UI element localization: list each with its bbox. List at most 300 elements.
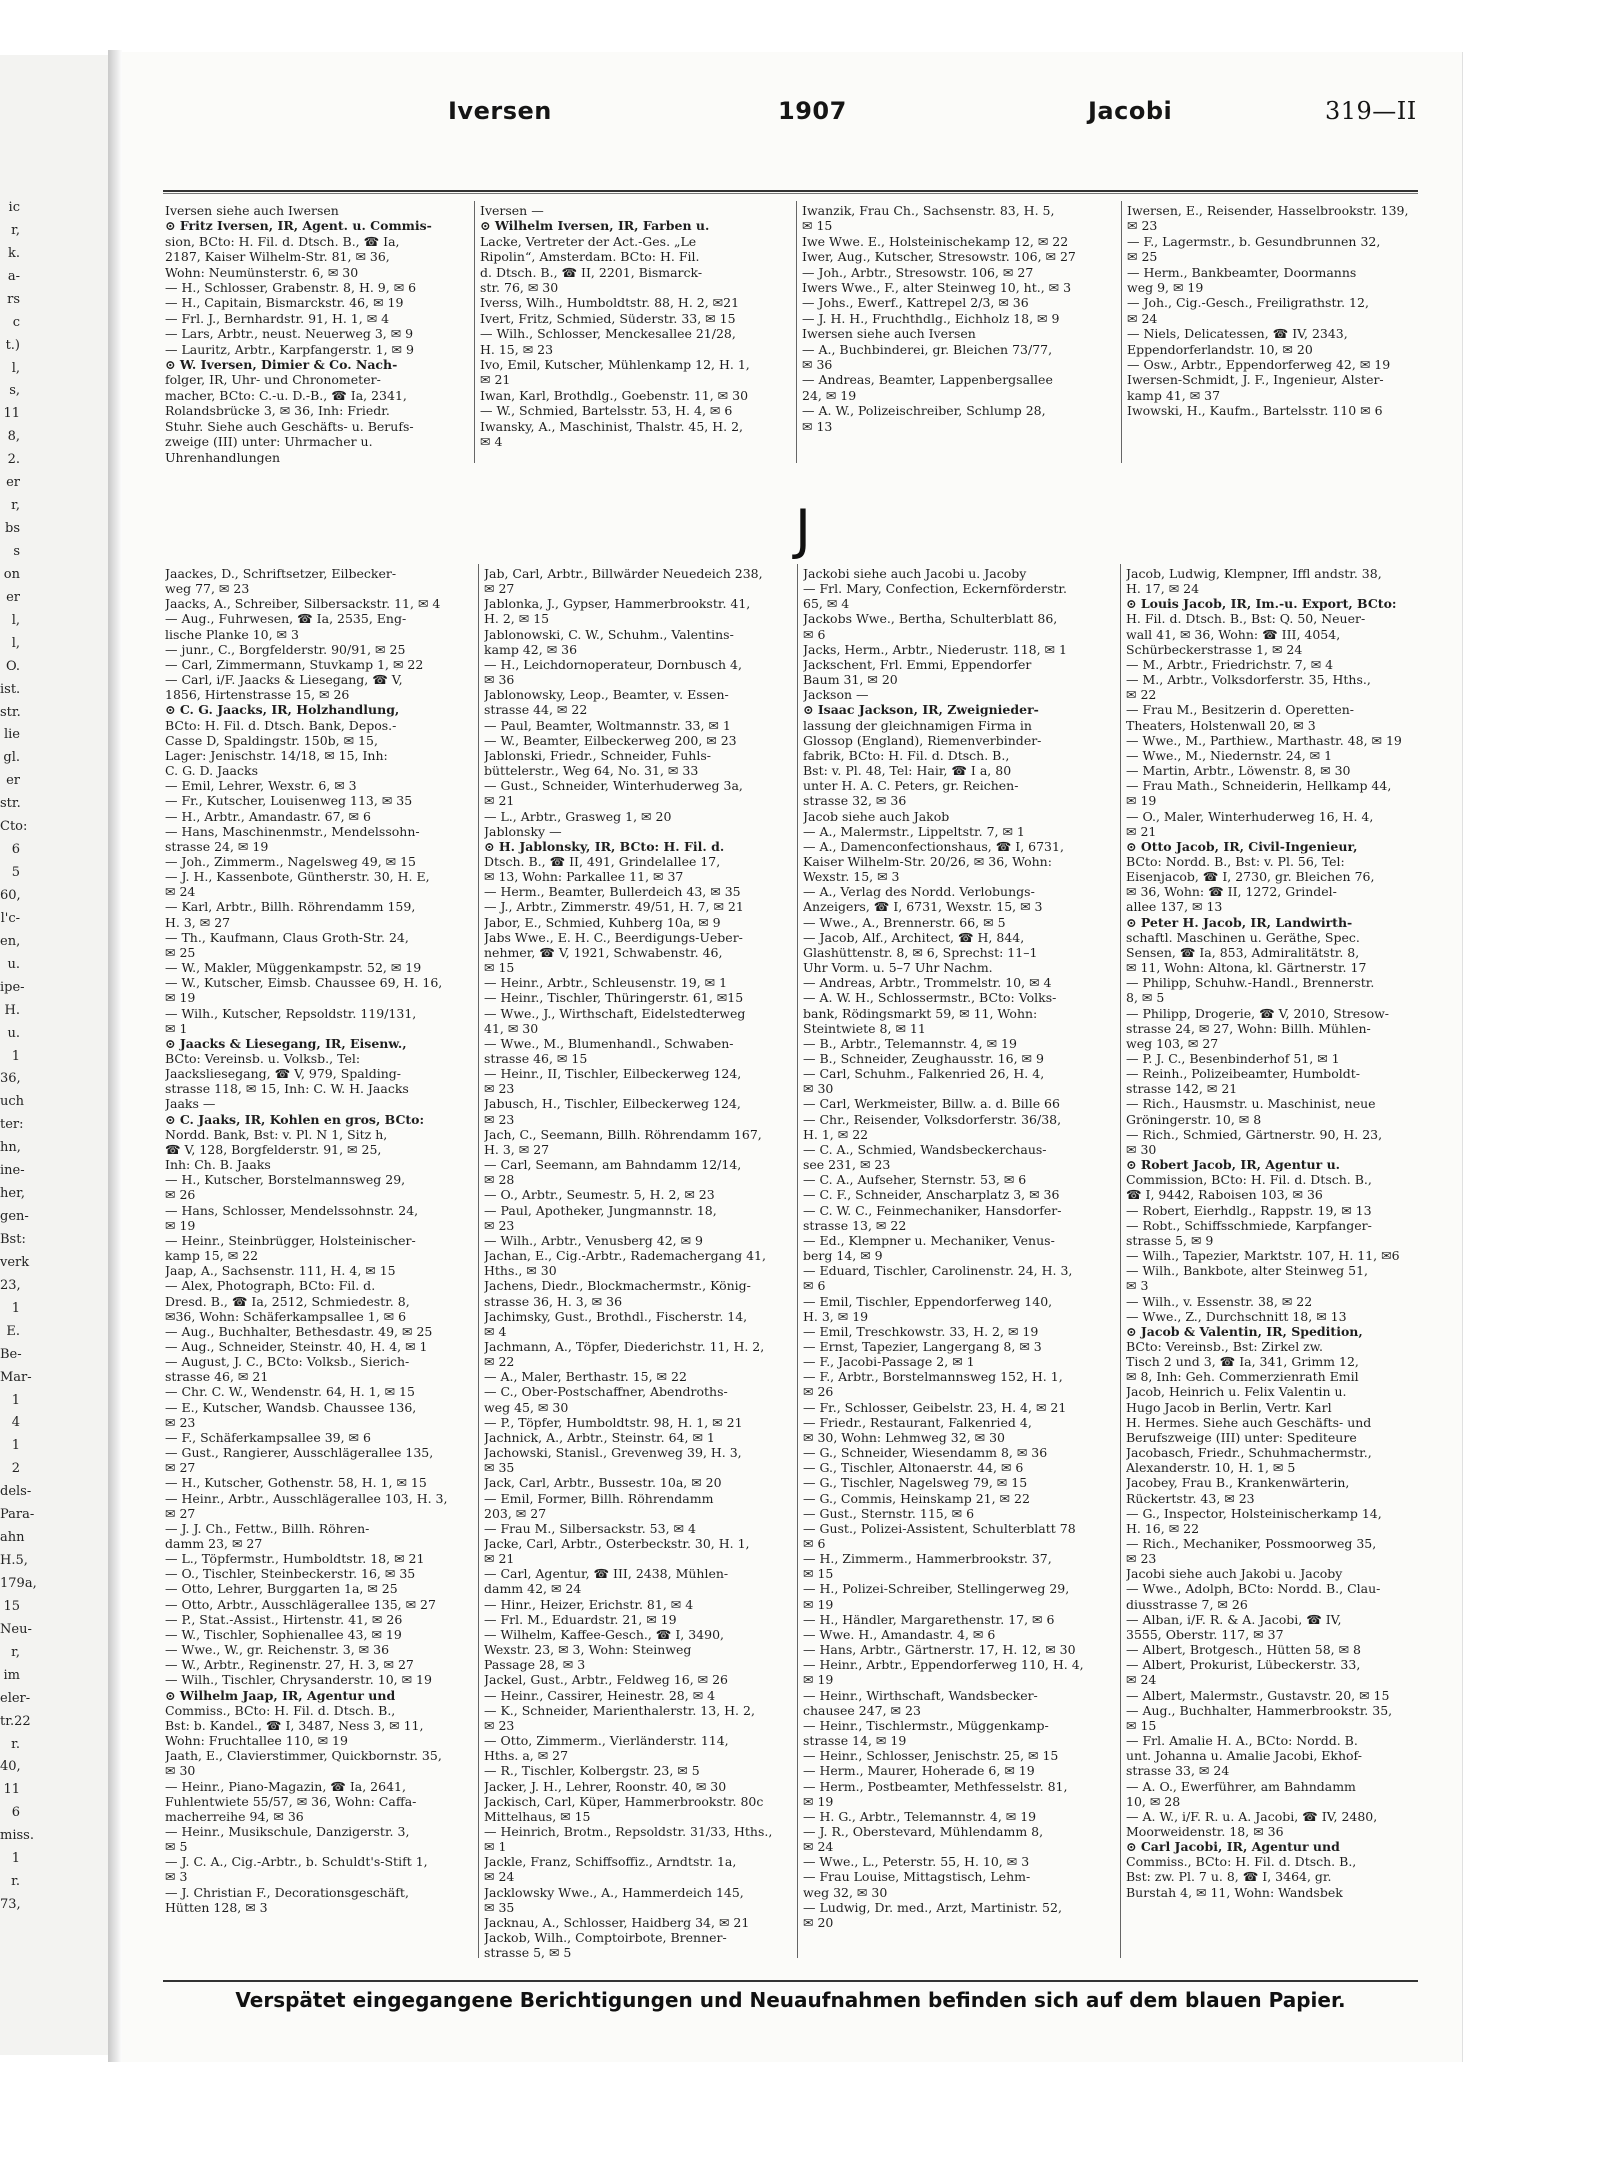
entry-line: ✉ 6 bbox=[803, 626, 826, 642]
entry-line: 41, ✉ 30 bbox=[484, 1020, 539, 1036]
entry-line: ✉ 5 bbox=[165, 1839, 188, 1855]
previous-page-text-fragment: en, bbox=[0, 933, 21, 949]
entry-line: — W., Kutscher, Eimsb. Chaussee 69, H. 16, bbox=[165, 975, 443, 991]
entry-line: — Albert, Prokurist, Lübeckerstr. 33, bbox=[1126, 1657, 1361, 1673]
entry-line: — Rich., Hausmstr. u. Maschinist, neue bbox=[1126, 1096, 1376, 1112]
entry-line: ✉ 3 bbox=[165, 1869, 188, 1885]
entry-line: lische Planke 10, ✉ 3 bbox=[165, 626, 299, 642]
entry-line: — W., Arbtr., Reginenstr. 27, H. 3, ✉ 27 bbox=[165, 1657, 414, 1673]
entry-line: — K., Schneider, Marienthalerstr. 13, H. 2, bbox=[484, 1702, 755, 1718]
header-rule-thin bbox=[163, 193, 1418, 194]
entry-line: — Carl, Seemann, am Bahndamm 12/14, bbox=[484, 1157, 742, 1173]
entry-line: ✉ 24 bbox=[484, 1869, 515, 1885]
entry-line: Jablonowsky, Leop., Beamter, v. Essen- bbox=[484, 687, 729, 703]
entry-line: ✉ 26 bbox=[803, 1384, 834, 1400]
previous-page-text-fragment: r. bbox=[11, 1874, 20, 1890]
entry-line: — Johs., Ewerf., Kattrepel 2/3, ✉ 36 bbox=[802, 295, 1029, 311]
entry-line: BCto: Vereinsb. u. Volksb., Tel: bbox=[165, 1051, 361, 1066]
entry-line: — Reinh., Polizeibeamter, Humboldt- bbox=[1126, 1066, 1360, 1082]
footer-rule bbox=[163, 1980, 1418, 1982]
entry-line: — Niels, Delicatessen, ☎ IV, 2343, bbox=[1127, 326, 1348, 342]
entry-line: schaftl. Maschinen u. Geräthe, Spec. bbox=[1126, 929, 1360, 945]
entry-line: ✉ 27 bbox=[165, 1505, 196, 1521]
entry-line: — Gust., Rangierer, Ausschlägerallee 135, bbox=[165, 1445, 434, 1461]
entry-line: ✉ 19 bbox=[803, 1793, 834, 1809]
entry-line: Ivert, Fritz, Schmied, Süderstr. 33, ✉ 15 bbox=[480, 310, 736, 326]
entry-line: see 231, ✉ 23 bbox=[803, 1157, 891, 1173]
entry-line: ✉ 21 bbox=[484, 793, 515, 809]
entry-line: strasse 14, ✉ 19 bbox=[803, 1733, 907, 1749]
entry-line: — G., Tischler, Altonaerstr. 44, ✉ 6 bbox=[803, 1460, 1024, 1476]
entry-line: — Wwe., Z., Durchschnitt 18, ✉ 13 bbox=[1126, 1308, 1347, 1324]
entry-line: Jaacks, A., Schreiber, Silbersackstr. 11, ✉ 4 bbox=[165, 596, 441, 612]
entry-line: — Heinr., Wirthschaft, Wandsbecker- bbox=[803, 1687, 1038, 1703]
entry-line: Fuhlentwiete 55/57, ✉ 36, Wohn: Caffa- bbox=[165, 1793, 417, 1809]
entry-line: ✉ 25 bbox=[1127, 249, 1158, 265]
entry-line: ✉ 19 bbox=[803, 1596, 834, 1612]
previous-page-text-fragment: l, bbox=[11, 635, 20, 651]
entry-line: ⊙ Wilhelm Iversen, IR, Farben u. bbox=[480, 218, 710, 234]
entry-line: Berufszweige (III) unter: Spediteure bbox=[1126, 1429, 1357, 1445]
entry-line: ✉ 24 bbox=[803, 1839, 834, 1855]
entry-line: ✉ 15 bbox=[1126, 1717, 1157, 1733]
entry-line: — F., Arbtr., Borstelmannsweg 152, H. 1, bbox=[803, 1369, 1063, 1385]
entry-line: — Carl, Agentur, ☎ III, 2438, Mühlen- bbox=[484, 1566, 729, 1582]
entry-line: — H., Polizei-Schreiber, Stellingerweg 29, bbox=[803, 1581, 1070, 1597]
entry-line: — Frau M., Besitzerin d. Operetten- bbox=[1126, 702, 1355, 718]
upper-column-divider bbox=[474, 201, 475, 463]
entry-line: Nordd. Bank, Bst: v. Pl. N 1, Sitz h, bbox=[165, 1126, 388, 1142]
footer-notice: Verspätet eingegangene Berichtigungen und Neuaufnahmen befinden sich auf dem blauen Papier. bbox=[235, 1988, 1346, 2012]
previous-page-text-fragment: 36, bbox=[0, 1071, 21, 1087]
entry-line: — Albert, Brotgesch., Hütten 58, ✉ 8 bbox=[1126, 1642, 1362, 1658]
entry-line: ⊙ C. G. Jaacks, IR, Holzhandlung, bbox=[165, 702, 400, 718]
previous-page-text-fragment: ipe- bbox=[0, 979, 25, 995]
entry-line: ⊙ Jacob & Valentin, IR, Spedition, bbox=[1126, 1323, 1363, 1339]
entry-line: — Andreas, Beamter, Lappenbergsallee bbox=[802, 372, 1053, 388]
entry-line: — Emil, Tischler, Eppendorferweg 140, bbox=[803, 1293, 1053, 1309]
entry-line: — Gust., Sternstr. 115, ✉ 6 bbox=[803, 1505, 975, 1521]
entry-line: Wexstr. 15, ✉ 3 bbox=[803, 869, 900, 885]
entry-line: Jackel, Gust., Arbtr., Feldweg 16, ✉ 26 bbox=[484, 1672, 728, 1688]
entry-line: 24, ✉ 19 bbox=[802, 387, 857, 403]
entry-line: Jablonka, J., Gypser, Hammerbrookstr. 41, bbox=[484, 596, 751, 612]
entry-line: Inh: Ch. B. Jaaks bbox=[165, 1157, 271, 1173]
entry-line: strasse 13, ✉ 22 bbox=[803, 1217, 907, 1233]
previous-page-text-fragment: 179a, bbox=[0, 1576, 37, 1591]
entry-line: — H., Zimmerm., Hammerbrookstr. 37, bbox=[803, 1551, 1052, 1567]
entry-line: weg 32, ✉ 30 bbox=[803, 1884, 888, 1900]
entry-line: — G., Tischler, Nagelsweg 79, ✉ 15 bbox=[803, 1475, 1028, 1491]
entry-line: ⊙ Isaac Jackson, IR, Zweignieder- bbox=[803, 702, 1039, 718]
entry-line: — B., Arbtr., Telemannstr. 4, ✉ 19 bbox=[803, 1035, 1017, 1051]
entry-line: Jackob, Wilh., Comptoirbote, Brenner- bbox=[484, 1930, 727, 1946]
entry-line: Passage 28, ✉ 3 bbox=[484, 1657, 586, 1673]
entry-line: — Wwe., M., Blumenhandl., Schwaben- bbox=[484, 1035, 734, 1051]
entry-line: — C. W. C., Feinmechaniker, Hansdorfer- bbox=[803, 1202, 1062, 1218]
entry-line: macher, BCto: C.-u. D.-B., ☎ Ia, 2341, bbox=[165, 387, 407, 403]
previous-page-text-fragment: u. bbox=[7, 1025, 20, 1041]
entry-line: Wohn: Fruchtallee 110, ✉ 19 bbox=[165, 1733, 348, 1749]
entry-line: diusstrasse 7, ✉ 26 bbox=[1126, 1596, 1248, 1612]
entry-line: ✉ 36 bbox=[802, 357, 833, 373]
entry-line: — Alex, Photograph, BCto: Fil. d. bbox=[165, 1278, 376, 1294]
entry-line: — Heinr., Steinbrügger, Holsteinischer- bbox=[165, 1232, 416, 1248]
entry-line: strasse 24, ✉ 27, Wohn: Billh. Mühlen- bbox=[1126, 1020, 1371, 1036]
entry-line: lassung der gleichnamigen Firma in bbox=[803, 717, 1032, 733]
previous-page-text-fragment: hn, bbox=[0, 1140, 21, 1156]
entry-line: — Otto, Zimmerm., Vierländerstr. 114, bbox=[484, 1733, 729, 1749]
entry-line: Hths., ✉ 30 bbox=[484, 1263, 557, 1279]
entry-line: — G., Commis, Heinskamp 21, ✉ 22 bbox=[803, 1490, 1030, 1506]
entry-line: — H. G., Arbtr., Telemannstr. 4, ✉ 19 bbox=[803, 1808, 1037, 1824]
entry-line: kamp 42, ✉ 36 bbox=[484, 641, 578, 657]
upper-column-2 bbox=[480, 203, 795, 450]
entry-line: Alexanderstr. 10, H. 1, ✉ 5 bbox=[1126, 1460, 1296, 1476]
previous-page-text-fragment: 73, bbox=[0, 1897, 21, 1913]
entry-line: Jacob siehe auch Jakob bbox=[803, 808, 950, 824]
entry-line: — Rich., Mechaniker, Possmoorweg 35, bbox=[1126, 1536, 1377, 1551]
entry-line: H. 3, ✉ 27 bbox=[484, 1141, 550, 1157]
previous-page-text-fragment: gen- bbox=[0, 1209, 29, 1225]
entry-line: — H., Capitain, Bismarckstr. 46, ✉ 19 bbox=[165, 295, 404, 311]
entry-line: wall 41, ✉ 36, Wohn: ☎ III, 4054, bbox=[1126, 626, 1341, 642]
entry-line: ✉36, Wohn: Schäferkampsallee 1, ✉ 6 bbox=[165, 1308, 407, 1324]
entry-line: — J. J. Ch., Fettw., Billh. Röhren- bbox=[165, 1520, 370, 1536]
entry-line: Jackobi siehe auch Jacobi u. Jacoby bbox=[803, 566, 1027, 581]
entry-line: — Th., Kaufmann, Claus Groth-Str. 24, bbox=[165, 929, 409, 945]
entry-line: Rolandsbrücke 3, ✉ 36, Inh: Friedr. bbox=[165, 403, 390, 419]
previous-page-text-fragment: ic bbox=[8, 200, 20, 215]
entry-line: — Chr. C. W., Wendenstr. 64, H. 1, ✉ 15 bbox=[165, 1384, 415, 1400]
previous-page-text-fragment: 1 bbox=[11, 1392, 20, 1408]
entry-line: sion, BCto: H. Fil. d. Dtsch. B., ☎ Ia, bbox=[165, 233, 400, 249]
entry-line: — P. J. C., Besenbinderhof 51, ✉ 1 bbox=[1126, 1051, 1340, 1066]
entry-line: — Lauritz, Arbtr., Karpfangerstr. 1, ✉ 9 bbox=[165, 341, 414, 357]
entry-line: Jabusch, H., Tischler, Eilbeckerweg 124, bbox=[484, 1096, 741, 1112]
entry-line: H. Hermes. Siehe auch Geschäfts- und bbox=[1126, 1414, 1372, 1430]
entry-line: Jackschent, Frl. Emmi, Eppendorfer bbox=[803, 656, 1032, 672]
entry-line: — F., Schäferkampsallee 39, ✉ 6 bbox=[165, 1429, 371, 1445]
entry-line: zweige (III) unter: Uhrmacher u. bbox=[165, 434, 373, 450]
previous-page-text-fragment: ine- bbox=[0, 1163, 25, 1179]
entry-line: Bst: b. Kandel., ☎ I, 3487, Ness 3, ✉ 11, bbox=[165, 1717, 424, 1733]
previous-page-text-fragment: 23, bbox=[0, 1277, 21, 1293]
entry-line: Jachowski, Stanisl., Grevenweg 39, H. 3, bbox=[484, 1445, 742, 1461]
entry-line: — Otto, Lehrer, Burggarten 1a, ✉ 25 bbox=[165, 1581, 398, 1597]
entry-line: Hugo Jacob in Berlin, Vertr. Karl bbox=[1126, 1399, 1332, 1415]
previous-page-text-fragment: k. bbox=[7, 245, 20, 261]
entry-line: strasse 36, H. 3, ✉ 36 bbox=[484, 1293, 623, 1309]
entry-line: BCto: H. Fil. d. Dtsch. Bank, Depos.- bbox=[165, 717, 397, 733]
entry-line: — Aug., Fuhrwesen, ☎ Ia, 2535, Eng- bbox=[165, 611, 407, 627]
lower-column-3 bbox=[803, 566, 1119, 1930]
entry-line: — J. H., Kassenbote, Güntherstr. 30, H. E, bbox=[165, 869, 430, 885]
lower-column-4 bbox=[1126, 566, 1420, 1900]
previous-page-text-fragment: H.5, bbox=[0, 1553, 28, 1569]
entry-line: — Andreas, Arbtr., Trommelstr. 10, ✉ 4 bbox=[803, 975, 1052, 991]
previous-page-text-fragment: 1 bbox=[11, 1300, 20, 1316]
entry-line: damm 42, ✉ 24 bbox=[484, 1581, 582, 1597]
previous-page-text-fragment: verk bbox=[0, 1254, 30, 1270]
entry-line: ✉ 26 bbox=[165, 1187, 196, 1203]
entry-line: ✉ 35 bbox=[484, 1460, 515, 1476]
page-gutter bbox=[108, 50, 122, 2062]
entry-line: Iwersen-Schmidt, J. F., Ingenieur, Alster- bbox=[1127, 372, 1384, 388]
entry-line: — Osw., Arbtr., Eppendorferweg 42, ✉ 19 bbox=[1127, 357, 1391, 373]
previous-page-text-fragment: u. bbox=[7, 956, 20, 972]
entry-line: Commission, BCto: H. Fil. d. Dtsch. B., bbox=[1126, 1172, 1372, 1188]
entry-line: — Frl. M., Eduardstr. 21, ✉ 19 bbox=[484, 1611, 677, 1627]
entry-line: 2187, Kaiser Wilhelm-Str. 81, ✉ 36, bbox=[165, 249, 390, 265]
entry-line: Gröningerstr. 10, ✉ 8 bbox=[1126, 1111, 1262, 1127]
section-letter-heading: J bbox=[795, 498, 811, 561]
previous-page-text-fragment: E. bbox=[6, 1323, 20, 1339]
entry-line: Jacklowsky Wwe., A., Hammerdeich 145, bbox=[484, 1884, 744, 1900]
entry-line: ✉ 22 bbox=[484, 1354, 515, 1370]
entry-line: Casse D, Spaldingstr. 150b, ✉ 15, bbox=[165, 732, 378, 748]
previous-page-text-fragment: er bbox=[6, 589, 20, 605]
previous-page-text-fragment: rs bbox=[7, 291, 20, 307]
previous-page-text-fragment: im bbox=[3, 1667, 20, 1683]
entry-line: Jaacksliesegang, ☎ V, 979, Spalding- bbox=[165, 1066, 401, 1082]
entry-line: Sensen, ☎ Ia, 853, Admiralitätstr. 8, bbox=[1126, 944, 1360, 960]
entry-line: bank, Rödingsmarkt 59, ✉ 11, Wohn: bbox=[803, 1005, 1038, 1021]
entry-line: weg 103, ✉ 27 bbox=[1126, 1035, 1219, 1051]
entry-line: BCto: Nordd. B., Bst: v. Pl. 56, Tel: bbox=[1126, 853, 1345, 869]
entry-line: Glossop (England), Riemenverbinder- bbox=[803, 732, 1042, 748]
entry-line: — A., Damenconfectionshaus, ☎ I, 6731, bbox=[803, 838, 1064, 854]
entry-line: Iwersen, E., Reisender, Hasselbrookstr. 139, bbox=[1127, 203, 1409, 218]
lower-column-2 bbox=[484, 566, 796, 1960]
entry-line: — junr., C., Borgfelderstr. 90/91, ✉ 25 bbox=[165, 641, 406, 657]
entry-line: Dtsch. B., ☎ II, 491, Grindelallee 17, bbox=[484, 853, 721, 869]
entry-line: — F., Jacobi-Passage 2, ✉ 1 bbox=[803, 1354, 975, 1370]
entry-line: — H., Händler, Margarethenstr. 17, ✉ 6 bbox=[803, 1611, 1055, 1627]
previous-page-text-fragment: str. bbox=[0, 796, 21, 812]
previous-page-text-fragment: 2. bbox=[7, 452, 20, 468]
previous-page-text-fragment: 1 bbox=[11, 1851, 20, 1867]
entry-line: — J. C. A., Cig.-Arbtr., b. Schuldt's-Stift 1, bbox=[165, 1854, 428, 1870]
entry-line: — Jacob, Alf., Architect, ☎ H, 844, bbox=[803, 929, 1025, 945]
entry-line: — Wilh., Tapezier, Marktstr. 107, H. 11, ✉6 bbox=[1126, 1248, 1400, 1264]
entry-line: ✉ 23 bbox=[484, 1111, 515, 1127]
entry-line: Jachimsky, Gust., Brothdl., Fischerstr. 14, bbox=[484, 1308, 748, 1324]
entry-line: Jackle, Franz, Schiffsoffiz., Arndtstr. 1a, bbox=[484, 1854, 737, 1870]
entry-line: macherreihe 94, ✉ 36 bbox=[165, 1808, 304, 1824]
entry-line: ✉ 13, Wohn: Parkallee 11, ✉ 37 bbox=[484, 869, 684, 885]
previous-page-text-fragment: lie bbox=[3, 727, 20, 743]
entry-line: Jabs Wwe., E. H. C., Beerdigungs-Ueber- bbox=[484, 929, 743, 945]
running-header-left: Iversen bbox=[448, 97, 552, 125]
entry-line: büttelerstr., Weg 64, No. 31, ✉ 33 bbox=[484, 763, 699, 779]
entry-line: ✉ 4 bbox=[484, 1323, 507, 1339]
entry-line: — H., Kutscher, Borstelmannsweg 29, bbox=[165, 1172, 406, 1188]
entry-line: — M., Arbtr., Volksdorferstr. 35, Hths., bbox=[1126, 672, 1371, 688]
lower-column-1 bbox=[165, 566, 477, 1915]
entry-line: — August, J. C., BCto: Volksb., Sierich- bbox=[165, 1354, 410, 1370]
previous-page-text-fragment: er bbox=[6, 475, 20, 491]
entry-line: H. Fil. d. Dtsch. B., Bst: Q. 50, Neuer- bbox=[1126, 611, 1366, 627]
lower-column-divider bbox=[478, 564, 479, 1958]
entry-line: ⊙ Fritz Iversen, IR, Agent. u. Commis- bbox=[165, 218, 432, 234]
entry-line: — Joh., Arbtr., Stresowstr. 106, ✉ 27 bbox=[802, 264, 1034, 280]
entry-line: Jaaks — bbox=[165, 1096, 216, 1112]
entry-line: — Wwe., A., Brennerstr. 66, ✉ 5 bbox=[803, 914, 1006, 930]
entry-line: ⊙ Peter H. Jacob, IR, Landwirth- bbox=[1126, 914, 1353, 930]
entry-line: ✉ 21 bbox=[1126, 823, 1157, 839]
entry-line: — Joh., Cig.-Gesch., Freiligrathstr. 12, bbox=[1127, 295, 1369, 311]
entry-line: — Wwe., Adolph, BCto: Nordd. B., Clau- bbox=[1126, 1581, 1381, 1597]
entry-line: — P., Stat.-Assist., Hirtenstr. 41, ✉ 26 bbox=[165, 1611, 403, 1627]
entry-line: BCto: Vereinsb., Bst: Zirkel zw. bbox=[1126, 1338, 1323, 1354]
entry-line: — Frau Louise, Mittagstisch, Lehm- bbox=[803, 1869, 1031, 1885]
entry-line: — O., Maler, Winterhuderweg 16, H. 4, bbox=[1126, 808, 1374, 824]
lower-column-divider bbox=[1120, 564, 1121, 1958]
entry-line: — Frau M., Silbersackstr. 53, ✉ 4 bbox=[484, 1520, 696, 1536]
entry-line: — Hinr., Heizer, Erichstr. 81, ✉ 4 bbox=[484, 1596, 694, 1612]
entry-line: — Philipp, Drogerie, ☎ V, 2010, Stresow- bbox=[1126, 1005, 1390, 1021]
entry-line: — O., Arbtr., Seumestr. 5, H. 2, ✉ 23 bbox=[484, 1187, 715, 1203]
entry-line: Steintwiete 8, ✉ 11 bbox=[803, 1020, 926, 1036]
entry-line: Jab, Carl, Arbtr., Billwärder Neuedeich 238, bbox=[484, 566, 763, 581]
entry-line: ✉ 19 bbox=[165, 1217, 196, 1233]
previous-page-text-fragment: Mar- bbox=[0, 1369, 32, 1385]
entry-line: — Ed., Klempner u. Mechaniker, Venus- bbox=[803, 1232, 1055, 1248]
entry-line: — J. R., Oberstevard, Mühlendamm 8, bbox=[803, 1823, 1044, 1839]
entry-line: Jablonowski, C. W., Schuhm., Valentins- bbox=[484, 626, 734, 642]
entry-line: — W., Schmied, Bartelsstr. 53, H. 4, ✉ 6 bbox=[480, 403, 733, 419]
entry-line: Uhrenhandlungen bbox=[165, 449, 281, 465]
entry-line: strasse 24, ✉ 19 bbox=[165, 838, 269, 854]
entry-line: ✉ 19 bbox=[1126, 793, 1157, 809]
entry-line: — Eduard, Tischler, Carolinenstr. 24, H. 3, bbox=[803, 1263, 1073, 1279]
entry-line: Jacknau, A., Schlosser, Haidberg 34, ✉ 21 bbox=[484, 1914, 750, 1930]
previous-page-text-fragment: Bst: bbox=[0, 1232, 26, 1247]
entry-line: Hths. a, ✉ 27 bbox=[484, 1748, 569, 1764]
entry-line: strasse 142, ✉ 21 bbox=[1126, 1081, 1238, 1097]
previous-page-text-fragment: ahn bbox=[0, 1530, 25, 1546]
entry-line: — Fr., Schlosser, Geibelstr. 23, H. 4, ✉ 21 bbox=[803, 1399, 1067, 1415]
page-number: 319—II bbox=[1325, 97, 1417, 125]
previous-page-text-fragment: tr.22 bbox=[0, 1713, 31, 1729]
previous-page-text-fragment: er bbox=[6, 773, 20, 789]
entry-line: ✉ 22 bbox=[1126, 687, 1157, 703]
entry-line: — Wwe., J., Wirthschaft, Eidelstedterweg bbox=[484, 1005, 746, 1021]
previous-page-text-fragment: r, bbox=[11, 1644, 20, 1660]
entry-line: ✉ 11, Wohn: Altona, kl. Gärtnerstr. 17 bbox=[1126, 960, 1367, 976]
entry-line: — A., Buchbinderei, gr. Bleichen 73/77, bbox=[802, 341, 1053, 357]
entry-line: — Otto, Arbtr., Ausschlägerallee 135, ✉ 27 bbox=[165, 1596, 436, 1612]
previous-page-text-fragment: r, bbox=[11, 498, 20, 514]
entry-line: — F., Lagermstr., b. Gesundbrunnen 32, bbox=[1127, 233, 1381, 249]
entry-line: — Carl, i/F. Jaacks & Liesegang, ☎ V, bbox=[165, 672, 403, 688]
entry-line: C. G. D. Jaacks bbox=[165, 763, 258, 779]
previous-page-text-fragment: 11 bbox=[3, 406, 20, 422]
entry-line: ✉ 24 bbox=[165, 884, 196, 900]
entry-line: ⊙ Otto Jacob, IR, Civil-Ingenieur, bbox=[1126, 838, 1358, 854]
entry-line: ⊙ H. Jablonsky, IR, BCto: H. Fil. d. bbox=[484, 838, 725, 854]
entry-line: strasse 5, ✉ 9 bbox=[1126, 1232, 1214, 1248]
entry-line: — Carl, Schuhm., Falkenried 26, H. 4, bbox=[803, 1066, 1045, 1082]
entry-line: Jaath, E., Clavierstimmer, Quickbornstr. 35, bbox=[165, 1748, 442, 1764]
entry-line: — Philipp, Schuhw.-Handl., Brennerstr. bbox=[1126, 975, 1375, 991]
entry-line: str. 76, ✉ 30 bbox=[480, 280, 559, 296]
entry-line: strasse 46, ✉ 15 bbox=[484, 1051, 588, 1066]
previous-page-text-fragment: bs bbox=[5, 521, 20, 537]
entry-line: Rückertstr. 43, ✉ 23 bbox=[1126, 1490, 1255, 1506]
entry-line: — C. F., Schneider, Anscharplatz 3, ✉ 36 bbox=[803, 1187, 1060, 1203]
entry-line: Jacob, Ludwig, Klempner, Iffl andstr. 38, bbox=[1126, 566, 1382, 581]
entry-line: ✉ 36, Wohn: ☎ II, 1272, Grindel- bbox=[1126, 884, 1337, 900]
previous-page-text-fragment: ist. bbox=[0, 681, 21, 697]
entry-line: kamp 15, ✉ 22 bbox=[165, 1248, 259, 1264]
lower-column-divider bbox=[797, 564, 798, 1958]
entry-line: Iwowski, H., Kaufm., Bartelsstr. 110 ✉ 6 bbox=[1127, 403, 1383, 419]
entry-line: H. 16, ✉ 22 bbox=[1126, 1520, 1200, 1536]
entry-line: — Emil, Former, Billh. Röhrendamm bbox=[484, 1490, 714, 1506]
entry-line: ✉ 28 bbox=[484, 1172, 515, 1188]
entry-line: ✉ 23 bbox=[484, 1217, 515, 1233]
entry-line: Iverss, Wilh., Humboldtstr. 88, H. 2, ✉21 bbox=[480, 295, 740, 311]
entry-line: — Karl, Arbtr., Billh. Röhrendamm 159, bbox=[165, 899, 416, 915]
entry-line: — Albert, Malermstr., Gustavstr. 20, ✉ 15 bbox=[1126, 1687, 1390, 1703]
entry-line: ⊙ C. Jaaks, IR, Kohlen en gros, BCto: bbox=[165, 1111, 425, 1127]
entry-line: ✉ 6 bbox=[803, 1536, 826, 1551]
entry-line: 1856, Hirtenstrasse 15, ✉ 26 bbox=[165, 687, 350, 703]
previous-page-text-fragment: ter: bbox=[0, 1117, 24, 1133]
entry-line: ✉ 30, Wohn: Lehmweg 32, ✉ 30 bbox=[803, 1429, 1005, 1445]
entry-line: Iwanzik, Frau Ch., Sachsenstr. 83, H. 5, bbox=[802, 203, 1055, 218]
entry-line: — Robert, Eierhdlg., Rappstr. 19, ✉ 13 bbox=[1126, 1202, 1372, 1218]
entry-line: — Frl. Amalie H. A., BCto: Nordd. B. bbox=[1126, 1733, 1358, 1749]
entry-line: — A. W., i/F. R. u. A. Jacobi, ☎ IV, 2480, bbox=[1126, 1808, 1378, 1824]
entry-line: Jackobs Wwe., Bertha, Schulterblatt 86, bbox=[803, 611, 1058, 627]
entry-line: Kaiser Wilhelm-Str. 20/26, ✉ 36, Wohn: bbox=[803, 853, 1052, 869]
entry-line: Iwer, Aug., Kutscher, Stresowstr. 106, ✉ 27 bbox=[802, 249, 1076, 265]
previous-page-text-fragment: on bbox=[3, 566, 20, 582]
entry-line: ✉ 30 bbox=[165, 1763, 196, 1779]
entry-line: — Gust., Schneider, Winterhuderweg 3a, bbox=[484, 778, 743, 794]
previous-page-text-fragment: 11 bbox=[3, 1782, 20, 1798]
entry-line: — Carl, Zimmermann, Stuvkamp 1, ✉ 22 bbox=[165, 656, 424, 672]
entry-line: — H., Kutscher, Gothenstr. 58, H. 1, ✉ 15 bbox=[165, 1475, 427, 1491]
previous-page-text-fragment: l, bbox=[11, 612, 20, 628]
previous-page-text-fragment: 40, bbox=[0, 1759, 21, 1775]
entry-line: ⊙ Jaacks & Liesegang, IR, Eisenw., bbox=[165, 1035, 407, 1051]
entry-line: — E., Kutscher, Wandsb. Chaussee 136, bbox=[165, 1399, 417, 1415]
entry-line: damm 23, ✉ 27 bbox=[165, 1536, 263, 1551]
entry-line: ✉ 35 bbox=[484, 1899, 515, 1915]
entry-line: fabrik, BCto: H. Fil. d. Dtsch. B., bbox=[803, 747, 1010, 763]
previous-page-text-fragment: c bbox=[12, 314, 20, 330]
previous-page-text-fragment: 60, bbox=[0, 888, 21, 903]
entry-line: Moorweidenstr. 18, ✉ 36 bbox=[1126, 1823, 1284, 1839]
entry-line: — Herm., Maurer, Hoherade 6, ✉ 19 bbox=[803, 1763, 1035, 1779]
entry-line: chausee 247, ✉ 23 bbox=[803, 1702, 921, 1718]
entry-line: — Wilh., Kutscher, Repsoldstr. 119/131, bbox=[165, 1005, 417, 1021]
entry-line: — Hans, Schlosser, Mendelssohnstr. 24, bbox=[165, 1202, 419, 1218]
entry-line: Lacke, Vertreter der Act.-Ges. „Le bbox=[480, 233, 697, 249]
entry-line: Ivo, Emil, Kutscher, Mühlenkamp 12, H. 1, bbox=[480, 357, 750, 373]
entry-line: — Heinr., Arbtr., Schleusenstr. 19, ✉ 1 bbox=[484, 975, 728, 991]
entry-line: ✉ 1 bbox=[484, 1839, 507, 1855]
entry-line: — Wilhelm, Kaffee-Gesch., ☎ I, 3490, bbox=[484, 1626, 725, 1642]
entry-line: — Heinr., Cassirer, Heinestr. 28, ✉ 4 bbox=[484, 1687, 716, 1703]
entry-line: ☎ V, 128, Borgfelderstr. 91, ✉ 25, bbox=[165, 1141, 382, 1157]
upper-column-divider bbox=[796, 201, 797, 463]
entry-line: Iwan, Karl, Brothdlg., Goebenstr. 11, ✉ 30 bbox=[480, 387, 749, 403]
